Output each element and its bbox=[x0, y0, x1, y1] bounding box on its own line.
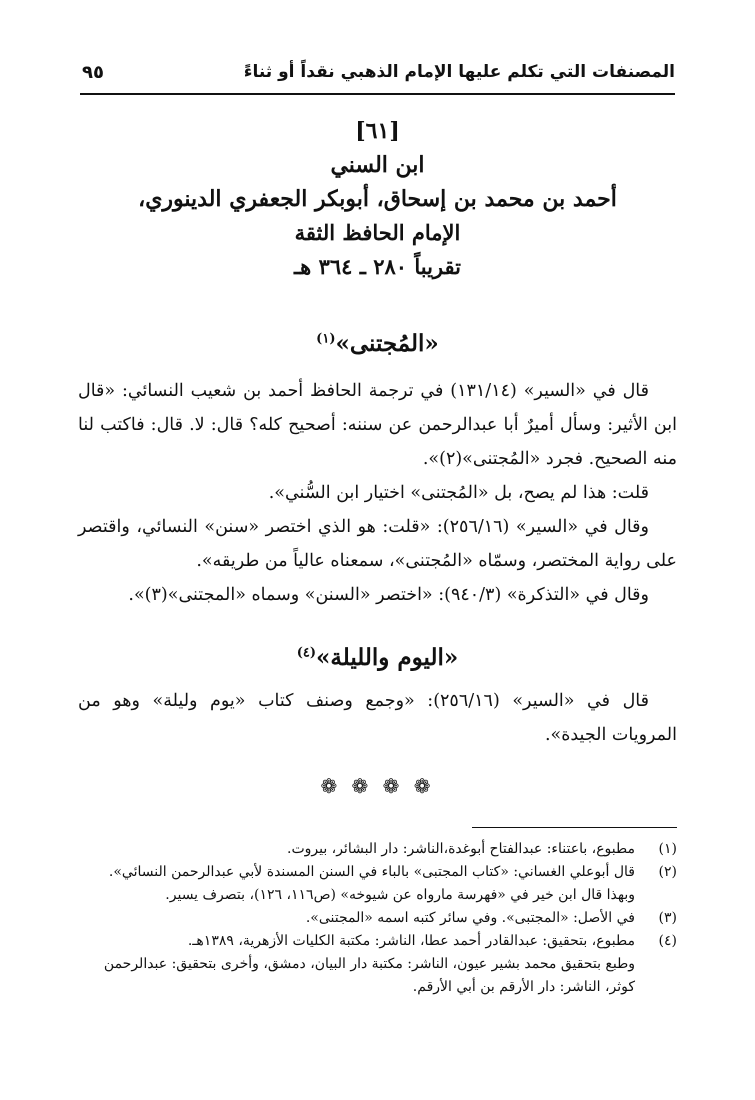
paragraph: قال في «السير» (١٣١/١٤) في ترجمة الحافظ أحمد بن شعيب النسائي: «قال ابن الأثير: وسأل أميرٌ أبا عبدالرحمن عن سننه: أصحيح كله؟ قال: لا. قال: فاكتب لنا منه الصحيح. فجرد «المُجتنى»(٢)». bbox=[78, 381, 677, 469]
footnote bbox=[78, 861, 677, 907]
paragraph: قلت: هذا لم يصح، بل «المُجتنى» اختيار ابن السُّني». bbox=[268, 483, 649, 503]
footnote-ref: (٤) bbox=[296, 645, 317, 661]
footnote-line: مطبوع، باعتناء: عبدالفتاح أبوغدة،الناشر: دار البشائر، بيروت. bbox=[287, 841, 635, 857]
footnote bbox=[78, 907, 677, 930]
footnote bbox=[78, 838, 677, 861]
entry-epithet: الإمام الحافظ الثقة bbox=[294, 220, 461, 245]
footnote-line: قال أبوعلي الغساني: «كتاب المجتبى» بالباء في السنن المسندة لأبي عبدالرحمن النسائي». bbox=[108, 864, 635, 880]
section-title-text: «اليوم والليلة» bbox=[316, 644, 459, 671]
page-number: ٩٥ bbox=[82, 62, 104, 83]
entry-dates: تقريباً ٢٨٠ ـ ٣٦٤ هـ bbox=[294, 254, 461, 279]
entry-full-name: أحمد بن محمد بن إسحاق، أبوبكر الجعفري الدينوري، bbox=[138, 186, 617, 212]
footnote-ref: (١) bbox=[316, 331, 336, 347]
footnote-line: مطبوع، بتحقيق: عبدالقادر أحمد عطا، الناشر: مكتبة الكليات الأزهرية، ١٣٨٩هـ. bbox=[187, 933, 635, 949]
footnote-rule bbox=[472, 827, 677, 828]
footnote-line: وبهذا قال ابن خير في «فهرسة مارواه عن شيوخه» (ص١١٦، ١٢٦)، بتصرف يسير. bbox=[165, 887, 635, 903]
separator-ornament: ❁ ❁ ❁ ❁ bbox=[320, 774, 435, 798]
footnote bbox=[78, 930, 677, 999]
footnote-number: (٣) bbox=[658, 910, 677, 926]
paragraph: وقال في «التذكرة» (٩٤٠/٣): «اختصر «السنن» وسماه «المجتنى»(٣)». bbox=[128, 585, 649, 605]
footnote-number: (١) bbox=[658, 841, 677, 857]
header-rule bbox=[80, 93, 675, 95]
paragraph: قال في «السير» (٢٥٦/١٦): «وجمع وصنف كتاب «يوم وليلة» وهو من المرويات الجيدة». bbox=[78, 691, 677, 745]
section-title-yawm-wa-laylah bbox=[80, 644, 675, 671]
footnote-number: (٤) bbox=[658, 933, 677, 949]
section-body-mujtana bbox=[78, 374, 677, 612]
section-body-yawm-wa-laylah bbox=[78, 684, 677, 752]
entry-name: ابن السني bbox=[330, 152, 425, 178]
footnote-line: في الأصل: «المجتبى». وفي سائر كتبه اسمه «المجتنى». bbox=[305, 910, 635, 926]
paragraph: وقال في «السير» (٢٥٦/١٦): «قلت: هو الذي اختصر «سنن» النسائي، واقتصر على رواية المختصر، وسمّاه «المُجتنى»، سمعناه عالياً من طريقه». bbox=[78, 517, 677, 571]
footnote-line: وطبع بتحقيق محمد بشير عيون، الناشر: مكتبة دار البيان، دمشق، وأخرى بتحقيق: عبدالرحمن كوثر، الناشر: دار الأرقم بن أبي الأرقم. bbox=[103, 956, 635, 995]
running-title: المصنفات التي تكلم عليها الإمام الذهبي نقداً أو ثناءً bbox=[243, 62, 675, 82]
section-title-mujtana bbox=[80, 330, 675, 357]
page-header bbox=[80, 58, 675, 92]
footnote-number: (٢) bbox=[658, 864, 677, 880]
section-title-text: «المُجتنى» bbox=[335, 330, 439, 357]
footnotes bbox=[78, 838, 677, 999]
entry-number: [٦١] bbox=[355, 118, 400, 144]
